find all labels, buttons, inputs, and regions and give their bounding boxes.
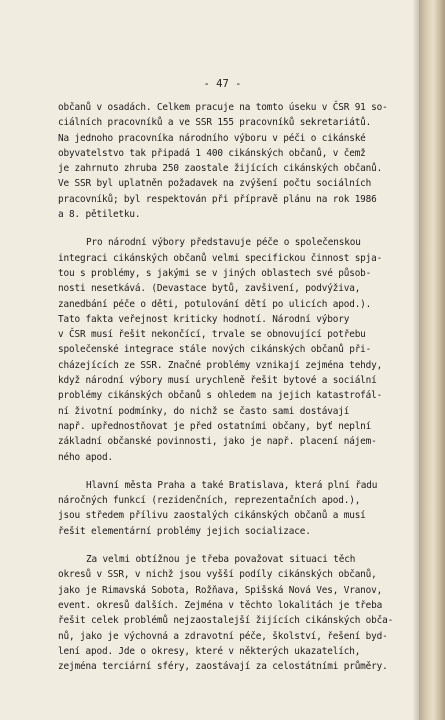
- paragraph-2-line: základní občanské povinnosti, jako je např. placení nájem-: [58, 436, 377, 448]
- paragraph-1-line: ciálních pracovníků a ve SSR 155 pracovníků sekretariátů.: [58, 117, 372, 129]
- paragraph-1-line: Na jednoho pracovníka národního výboru v péči o cikánské: [58, 132, 366, 144]
- paragraph-2-line: zanedbání péče o děti, potulování dětí po ulicích apod.).: [58, 298, 372, 310]
- paragraph-gap: [58, 222, 416, 235]
- paragraph-2-line: Pro národní výbory představuje péče o společenskou: [86, 237, 361, 249]
- paragraph-3-line: náročných funkcí (rezidenčních, reprezentačních apod.),: [58, 495, 361, 507]
- paragraph-1-line: je zahrnuto zhruba 250 zaostale žijících cikánských občanů.: [58, 163, 383, 175]
- paragraph-2-line: nosti nesetkává. (Devastace bytů, zavšivení, podvýživa,: [58, 283, 361, 295]
- paragraph-2-line: když národní výbory musí urychleně řešit bytové a sociální: [58, 375, 377, 387]
- paragraph-1-line: obyvatelstvo tak připadá 1 400 cikánských občanů, v čemž: [58, 147, 366, 159]
- paragraph-4-line: zejména terciární sféry, zaostávají za celostátními průměry.: [58, 661, 388, 673]
- paragraph-4-line: okresů v SSR, v nichž jsou vyšší podíly cikánských občanů,: [58, 569, 377, 581]
- page-number: - 47 -: [203, 78, 242, 90]
- paragraph-4-line: Za velmi obtížnou je třeba považovat situaci těch: [86, 554, 356, 566]
- paragraph-2-line: ní životní podmínky, do nichž se často sami dostávají: [58, 405, 350, 417]
- paragraph-2-line: tou s problémy, s jakými se v jiných oblastech své působ-: [58, 267, 372, 279]
- paragraph-3-line: jsou středem přílivu zaostalých cikánských občanů a musí: [58, 510, 366, 522]
- paragraph-1-line: a 8. pětiletku.: [58, 209, 141, 221]
- paragraph-1-line: občanů v osadách. Celkem pracuje na tomto úseku v ČSR 91 so-: [58, 102, 388, 113]
- paragraph-1-line: pracovníků; byl respektován při přípravě plánu na rok 1986: [58, 193, 377, 205]
- paragraph-1-line: Ve SSR byl uplatněn požadavek na zvýšení počtu sociálních: [58, 178, 372, 190]
- paragraph-2-line: integraci cikánských občanů velmi specifickou činnost spja-: [58, 252, 383, 264]
- paragraph-2-line: problémy cikánských občanů s ohledem na jejich katastrofál-: [58, 390, 383, 402]
- paragraph-2-line: Tato fakta veřejnost kriticky hodnotí. Národní výbory: [58, 313, 350, 325]
- body-text: [58, 100, 416, 674]
- paragraph-3-line: Hlavní města Praha a také Bratislava, která plní řadu: [86, 479, 378, 491]
- paragraph-gap: [58, 539, 416, 552]
- paragraph-2-line: společenské integrace stále nových cikánských občanů při-: [58, 344, 372, 356]
- paragraph-2-line: cházejících ze SSR. Značné problémy vznikají zejména tehdy,: [58, 359, 383, 371]
- paragraph-4-line: jako je Rimavská Sobota, Rožňava, Spišská Nová Ves, Vranov,: [58, 584, 383, 596]
- paragraph-4-line: nů, jako je výchovná a zdravotní péče, školství, řešení byd-: [58, 630, 388, 642]
- paragraph-3-line: řešit elementární problémy jejich socializace.: [58, 525, 311, 537]
- paragraph-2-line: ného apod.: [58, 451, 113, 463]
- paragraph-2-line: např. upřednostňovat je před ostatními občany, byť neplní: [58, 420, 372, 432]
- paragraph-4-line: event. okresů dalších. Zejména v těchto lokalitách je třeba: [58, 599, 383, 611]
- paragraph-gap: [58, 465, 416, 478]
- paragraph-4-line: řešit celek problémů nejzaostalejší žijících cikánských obča-: [58, 615, 394, 627]
- paragraph-4-line: lení apod. Jde o okresy, které v některých ukazatelích,: [58, 645, 361, 657]
- next-page-edge: [419, 0, 445, 720]
- paragraph-2-line: v ČSR musí řešit nekončící, trvale se obnovující potřebu: [58, 329, 366, 341]
